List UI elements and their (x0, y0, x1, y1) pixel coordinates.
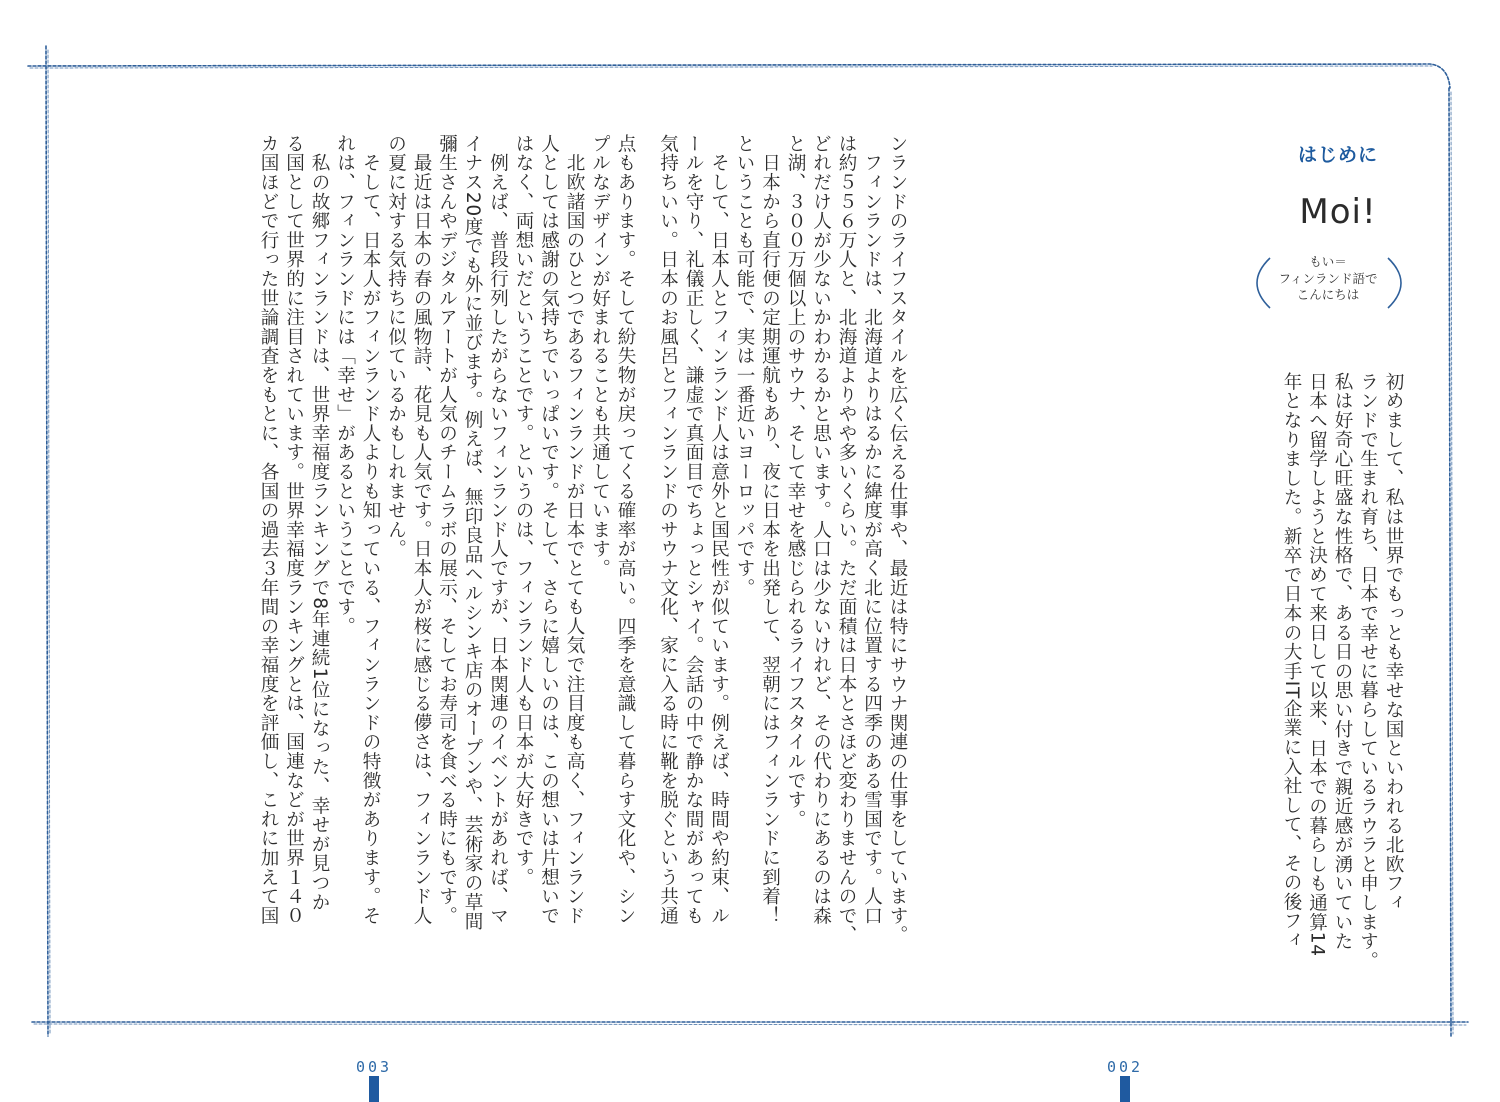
page-number-left: 003 (356, 1058, 393, 1076)
page-marker-left (369, 1076, 379, 1102)
text-line: る国として世界的に注目されています。世界幸福度ランキングとは、国連などが世界１４０ (283, 134, 305, 926)
text-line: イナス20度でも外に並びます。例えば、無印良品ヘルシンキ店のオープンや、芸術家の草間 (462, 134, 483, 932)
greeting-bubble (1258, 248, 1398, 310)
text-line: カ国ほどで行った世論調査をもとに、各国の過去３年間の幸福度を評価し、これに加えて国 (258, 134, 279, 926)
text-line: はなく、両想いだということです。というのは、フィンランド人も日本が大好きです。 (513, 134, 534, 887)
section-heading: はじめに (1297, 144, 1378, 166)
text-line: 例えば、普段行列したがらないフィンランド人ですが、日本関連のイベントがあれば、マ (487, 134, 509, 926)
frame-right-line (1449, 88, 1451, 1036)
text-line: ンランドのライフスタイルを広く伝える仕事や、最近は特にサウナ関連の仕事をしています。 (887, 134, 908, 945)
right-page-intro-text (1279, 372, 1407, 972)
text-line: と湖、３００万個以上のサウナ、そして幸せを感じられるライフスタイルです。 (785, 134, 806, 829)
text-line: 気持ちいい。日本のお風呂とフィンランドのサウナ文化、家に入る時に靴を脱ぐという共通 (657, 134, 679, 926)
text-line: 私の故郷フィンランドは、世界幸福度ランキングで8年連続1位になった、幸せが見つか (309, 134, 330, 912)
text-line: ランドで生まれ育ち、日本で幸せに暮らしているラウラと申します。 (1357, 372, 1379, 971)
page-marker-right (1120, 1076, 1130, 1102)
left-page-body-text (256, 134, 639, 974)
text-line: 彌生さんやデジタルアートが人気のチームラボの展示、そしてお寿司を食べる時にもです。 (436, 134, 458, 926)
text-line: ールを守り、礼儀正しく、謙虚で真面目でちょっとシャイ。会話の中で静かな間があっても (683, 134, 704, 926)
page-number-right: 002 (1107, 1058, 1144, 1076)
text-line: 私は好奇心旺盛な性格で、ある日の思い付きで親近感が湧いていた (1332, 372, 1353, 951)
text-line: 最近は日本の春の風物詩、花見も人気です。日本人が桜に感じる儚さは、フィンランド人 (411, 134, 432, 926)
text-line: ということも可能で、実は一番近いヨーロッパです。 (734, 134, 755, 598)
text-line: 日本から直行便の定期運航もあり、夜に日本を出発して、翌朝にはフィンランドに到着！ (759, 134, 781, 926)
frame-left-line (46, 46, 48, 1036)
text-line: フィンランドは、北海道よりはるかに緯度が高く北に位置する四季のある雪国です。人口 (861, 134, 883, 926)
text-line: そして、日本人がフィンランド人よりも知っている、フィンランドの特徴があります。そ (360, 134, 381, 926)
text-line: 年となりました。新卒で日本の大手IT企業に入社して、その後フィ (1281, 372, 1302, 950)
text-line: プルなデザインが好まれることも共通しています。 (589, 134, 611, 578)
bubble-line: フィンランド語で (1278, 270, 1378, 286)
bubble-line: こんにちは (1296, 287, 1360, 302)
text-line: 北欧諸国のひとつであるフィンランドが日本でとても人気で注目度も高く、フィンランド (564, 134, 585, 926)
text-line: そして、日本人とフィンランド人は意外と国民性が似ています。例えば、時間や約束、ル (708, 134, 730, 926)
text-line: は約５５６万人と、北海道よりやや多いくらい。ただ面積は日本とさほど変わりませんので、 (836, 134, 857, 945)
text-line: 初めまして、私は世界でもっとも幸せな国といわれる北欧フィ (1383, 372, 1404, 913)
text-line: 人としては感謝の気持ちでいっぱいです。そして、さらに嬉しいのは、この想いは片想いで (538, 134, 560, 926)
text-line: れは、フィンランドには「幸せ」があるということです。 (334, 134, 356, 636)
bubble-text (1258, 254, 1398, 304)
greeting-title: Moi! (1299, 192, 1377, 232)
right-page-body-text (655, 134, 910, 974)
bubble-line: もい＝ (1309, 254, 1347, 269)
text-line: の夏に対する気持ちに似ているかもしれません。 (385, 134, 407, 559)
text-line: 日本へ留学しようと決めて来日して以来、日本での暮らしも通算14 (1306, 372, 1328, 957)
text-line: 点もあります。そして紛失物が戻ってくる確率が高い。四季を意識して暮らす文化や、シン (615, 134, 636, 926)
text-line: どれだけ人が少ないかわかるかと思います。人口は少ないけれど、その代わりにあるのは森 (810, 134, 832, 926)
